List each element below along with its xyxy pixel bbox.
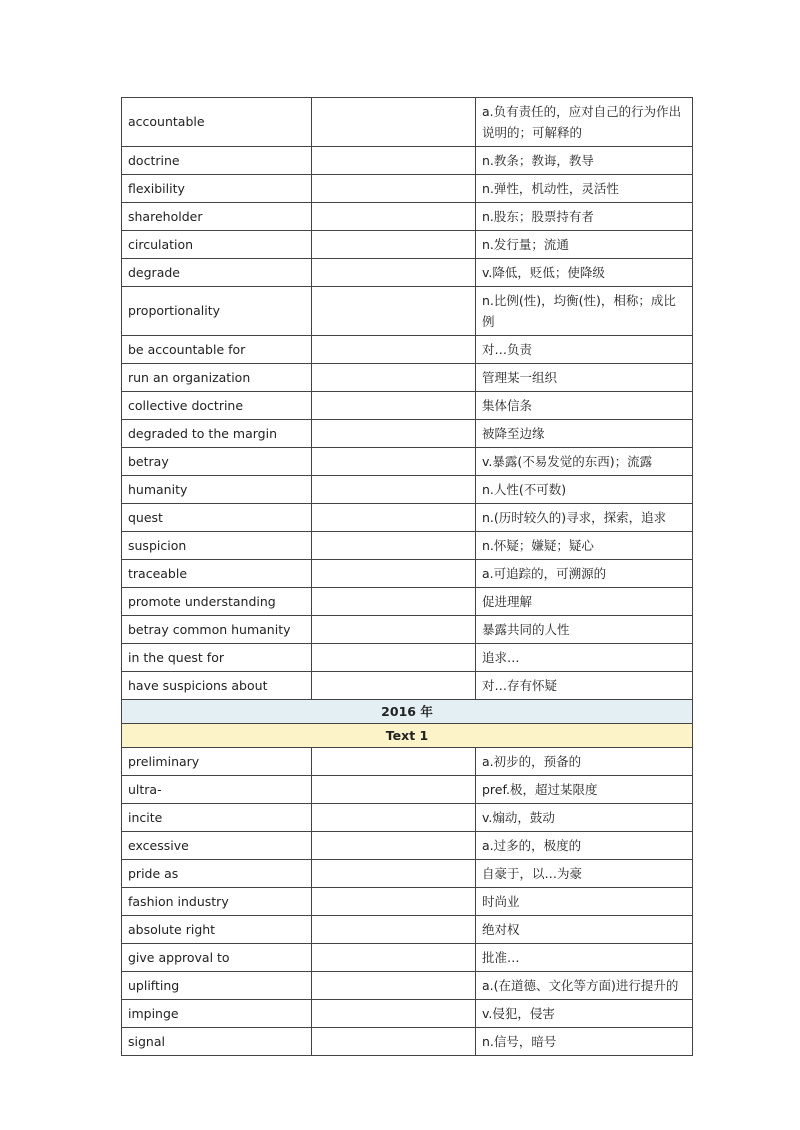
definition-cell: 时尚业 — [476, 888, 693, 916]
definition-cell: n.人性(不可数) — [476, 476, 693, 504]
term-cell: impinge — [122, 1000, 312, 1028]
definition-cell: 追求… — [476, 644, 693, 672]
definition-cell: pref.极，超过某限度 — [476, 776, 693, 804]
term-cell: preliminary — [122, 748, 312, 776]
term-cell: humanity — [122, 476, 312, 504]
definition-cell: a.可追踪的，可溯源的 — [476, 560, 693, 588]
blank-cell — [312, 748, 476, 776]
table-row — [122, 644, 693, 672]
blank-cell — [312, 476, 476, 504]
table-row — [122, 364, 693, 392]
term-cell: give approval to — [122, 944, 312, 972]
definition-cell: n.(历时较久的)寻求，探索，追求 — [476, 504, 693, 532]
term-cell: shareholder — [122, 203, 312, 231]
table-row — [122, 832, 693, 860]
blank-cell — [312, 532, 476, 560]
definition-cell: a.(在道德、文化等方面)进行提升的 — [476, 972, 693, 1000]
blank-cell — [312, 776, 476, 804]
blank-cell — [312, 448, 476, 476]
table-row — [122, 972, 693, 1000]
text-header: Text 1 — [122, 724, 693, 748]
blank-cell — [312, 231, 476, 259]
table-row — [122, 175, 693, 203]
table-row — [122, 448, 693, 476]
definition-cell: 绝对权 — [476, 916, 693, 944]
table-row — [122, 98, 693, 147]
blank-cell — [312, 616, 476, 644]
table-row — [122, 804, 693, 832]
blank-cell — [312, 972, 476, 1000]
table-row — [122, 672, 693, 700]
definition-cell: v.侵犯，侵害 — [476, 1000, 693, 1028]
term-cell: betray common humanity — [122, 616, 312, 644]
blank-cell — [312, 832, 476, 860]
table-row — [122, 203, 693, 231]
definition-cell: 促进理解 — [476, 588, 693, 616]
blank-cell — [312, 860, 476, 888]
blank-cell — [312, 287, 476, 336]
blank-cell — [312, 588, 476, 616]
term-cell: betray — [122, 448, 312, 476]
blank-cell — [312, 504, 476, 532]
term-cell: accountable — [122, 98, 312, 147]
term-cell: degraded to the margin — [122, 420, 312, 448]
table-row — [122, 476, 693, 504]
term-cell: incite — [122, 804, 312, 832]
blank-cell — [312, 336, 476, 364]
definition-cell: 自豪于，以…为豪 — [476, 860, 693, 888]
table-row — [122, 944, 693, 972]
table-row — [122, 916, 693, 944]
text-header-row — [122, 724, 693, 748]
definition-cell: n.信号，暗号 — [476, 1028, 693, 1056]
blank-cell — [312, 804, 476, 832]
term-cell: ultra- — [122, 776, 312, 804]
term-cell: doctrine — [122, 147, 312, 175]
table-row — [122, 336, 693, 364]
term-cell: traceable — [122, 560, 312, 588]
blank-cell — [312, 944, 476, 972]
blank-cell — [312, 888, 476, 916]
table-row — [122, 504, 693, 532]
term-cell: pride as — [122, 860, 312, 888]
vocab-section-a — [122, 98, 693, 700]
blank-cell — [312, 259, 476, 287]
term-cell: degrade — [122, 259, 312, 287]
table-row — [122, 231, 693, 259]
blank-cell — [312, 1028, 476, 1056]
blank-cell — [312, 98, 476, 147]
term-cell: excessive — [122, 832, 312, 860]
definition-cell: 对…负责 — [476, 336, 693, 364]
term-cell: collective doctrine — [122, 392, 312, 420]
term-cell: signal — [122, 1028, 312, 1056]
blank-cell — [312, 420, 476, 448]
definition-cell: 对…存有怀疑 — [476, 672, 693, 700]
term-cell: be accountable for — [122, 336, 312, 364]
table-row — [122, 776, 693, 804]
definition-cell: n.发行量；流通 — [476, 231, 693, 259]
vocab-section-b — [122, 748, 693, 1056]
term-cell: suspicion — [122, 532, 312, 560]
blank-cell — [312, 644, 476, 672]
table-row — [122, 287, 693, 336]
term-cell: circulation — [122, 231, 312, 259]
year-header-row — [122, 700, 693, 724]
year-header: 2016 年 — [122, 700, 693, 724]
definition-cell: n.弹性，机动性，灵活性 — [476, 175, 693, 203]
blank-cell — [312, 147, 476, 175]
blank-cell — [312, 175, 476, 203]
definition-cell: v.暴露(不易发觉的东西)；流露 — [476, 448, 693, 476]
table-row — [122, 888, 693, 916]
table-row — [122, 1000, 693, 1028]
blank-cell — [312, 1000, 476, 1028]
table-row — [122, 748, 693, 776]
definition-cell: 管理某一组织 — [476, 364, 693, 392]
definition-cell: n.比例(性)，均衡(性)，相称；成比例 — [476, 287, 693, 336]
definition-cell: 集体信条 — [476, 392, 693, 420]
definition-cell: 暴露共同的人性 — [476, 616, 693, 644]
blank-cell — [312, 916, 476, 944]
term-cell: in the quest for — [122, 644, 312, 672]
table-row — [122, 588, 693, 616]
table-row — [122, 147, 693, 175]
table-row — [122, 392, 693, 420]
definition-cell: v.降低，贬低；使降级 — [476, 259, 693, 287]
table-row — [122, 560, 693, 588]
definition-cell: a.初步的，预备的 — [476, 748, 693, 776]
definition-cell: 批准… — [476, 944, 693, 972]
blank-cell — [312, 560, 476, 588]
term-cell: promote understanding — [122, 588, 312, 616]
term-cell: absolute right — [122, 916, 312, 944]
definition-cell: a.负有责任的，应对自己的行为作出说明的；可解释的 — [476, 98, 693, 147]
term-cell: quest — [122, 504, 312, 532]
table-row — [122, 1028, 693, 1056]
vocabulary-table — [121, 97, 693, 1056]
term-cell: proportionality — [122, 287, 312, 336]
term-cell: run an organization — [122, 364, 312, 392]
term-cell: have suspicions about — [122, 672, 312, 700]
definition-cell: n.怀疑；嫌疑；疑心 — [476, 532, 693, 560]
definition-cell: 被降至边缘 — [476, 420, 693, 448]
definition-cell: n.教条；教诲，教导 — [476, 147, 693, 175]
term-cell: flexibility — [122, 175, 312, 203]
term-cell: fashion industry — [122, 888, 312, 916]
blank-cell — [312, 364, 476, 392]
table-row — [122, 616, 693, 644]
table-row — [122, 259, 693, 287]
blank-cell — [312, 672, 476, 700]
definition-cell: a.过多的，极度的 — [476, 832, 693, 860]
year-header-section — [122, 700, 693, 748]
table-row — [122, 532, 693, 560]
term-cell: uplifting — [122, 972, 312, 1000]
blank-cell — [312, 392, 476, 420]
definition-cell: n.股东；股票持有者 — [476, 203, 693, 231]
table-row — [122, 420, 693, 448]
table-row — [122, 860, 693, 888]
definition-cell: v.煽动，鼓动 — [476, 804, 693, 832]
blank-cell — [312, 203, 476, 231]
